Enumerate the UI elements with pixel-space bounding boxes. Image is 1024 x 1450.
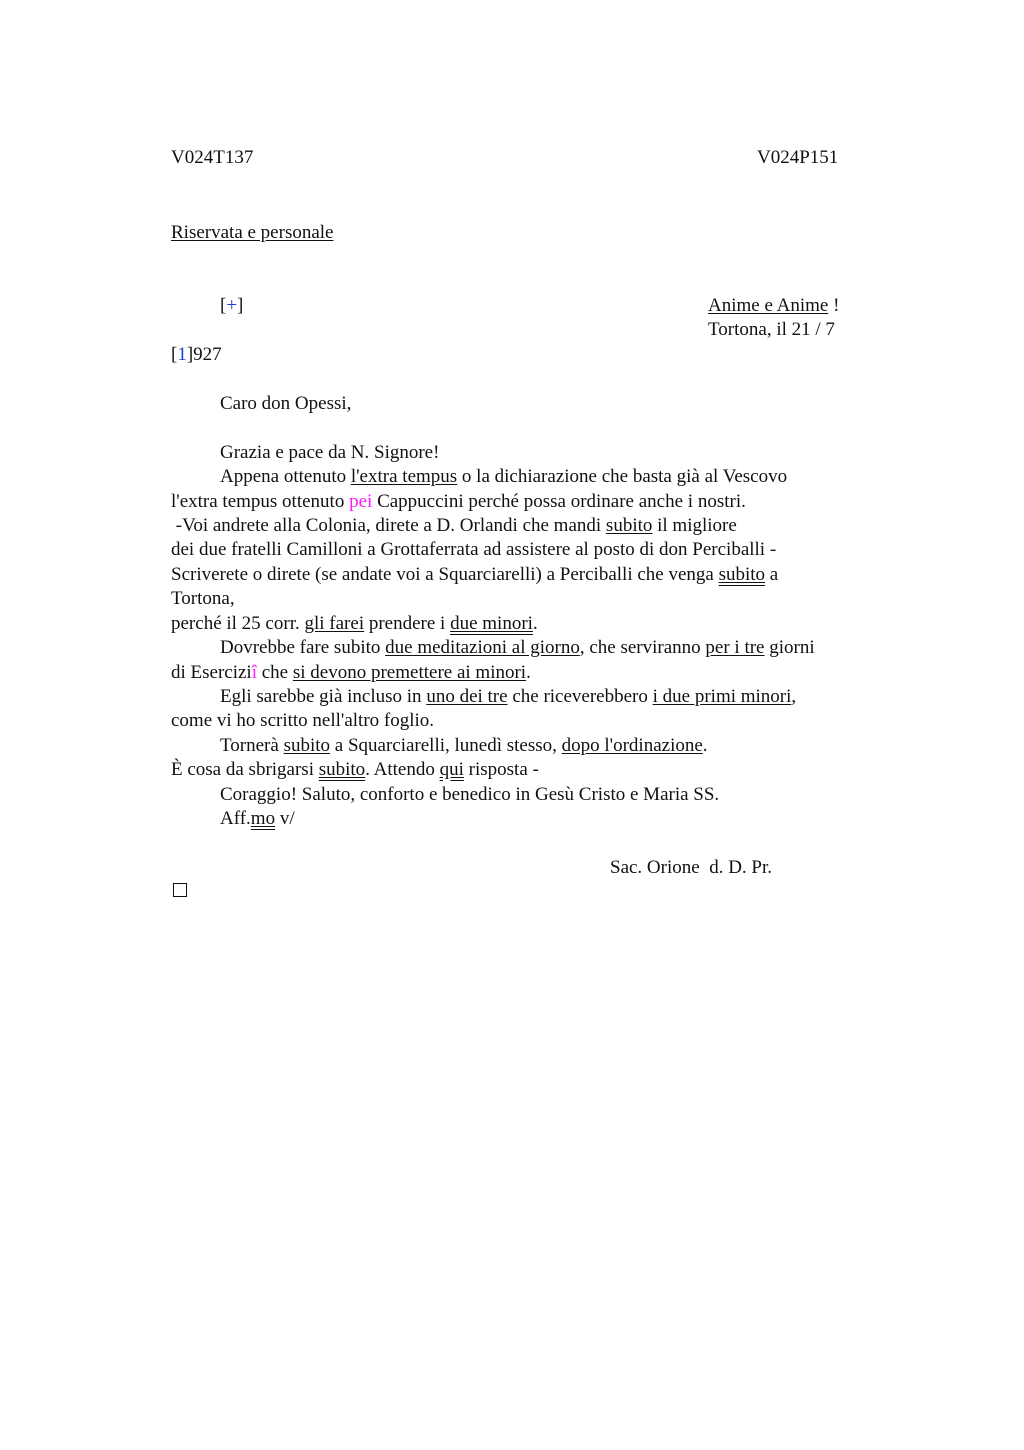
- body-line: di Eserciziî che si devono premettere ai minori.: [171, 662, 531, 683]
- body-line: l'extra tempus ottenuto pei Cappuccini perché possa ordinare anche i nostri.: [171, 491, 746, 512]
- body-line: Tornerà subito a Squarciarelli, lunedì stesso, dopo l'ordinazione.: [220, 735, 708, 756]
- confidential-notice: Riservata e personale: [171, 222, 334, 243]
- body-line: È cosa da sbrigarsi subito. Attendo qui risposta -: [171, 759, 539, 780]
- body-line: Coraggio! Saluto, conforto e benedico in Gesù Cristo e Maria SS.: [220, 784, 720, 805]
- body-line: Egli sarebbe già incluso in uno dei tre che riceverebbero i due primi minori,: [220, 686, 797, 707]
- closing: Aff.mo v/: [220, 808, 295, 829]
- date-year: [1]927: [171, 344, 222, 365]
- cross-mark: [+]: [220, 295, 244, 316]
- body-line: dei due fratelli Camilloni a Grottaferrata ad assistere al posto di don Perciballi -: [171, 539, 777, 560]
- body-line: -Voi andrete alla Colonia, direte a D. Orlandi che mandi subito il migliore: [171, 515, 737, 536]
- signature: Sac. Orione d. D. Pr.: [610, 857, 773, 878]
- body-line: come vi ho scritto nell'altro foglio.: [171, 710, 435, 731]
- body-line: Grazia e pace da N. Signore!: [220, 442, 440, 463]
- greeting: Caro don Opessi,: [220, 393, 352, 414]
- motto: Anime e Anime !: [708, 295, 840, 316]
- body-line: Dovrebbe fare subito due meditazioni al giorno, che serviranno per i tre giorni: [220, 637, 815, 658]
- body-line: Scriverete o direte (se andate voi a Squarciarelli) a Perciballi che venga subito a: [171, 564, 779, 585]
- body-line: Tortona,: [171, 588, 235, 609]
- body-line: Appena ottenuto l'extra tempus o la dichiarazione che basta già al Vescovo: [220, 466, 788, 487]
- date-line: Tortona, il 21 / 7: [708, 319, 835, 340]
- document-code-left: V024T137: [171, 147, 254, 168]
- body-line: perché il 25 corr. gli farei prendere i due minori.: [171, 613, 538, 634]
- document-code-right: V024P151: [757, 147, 839, 168]
- end-square-icon: [173, 883, 187, 897]
